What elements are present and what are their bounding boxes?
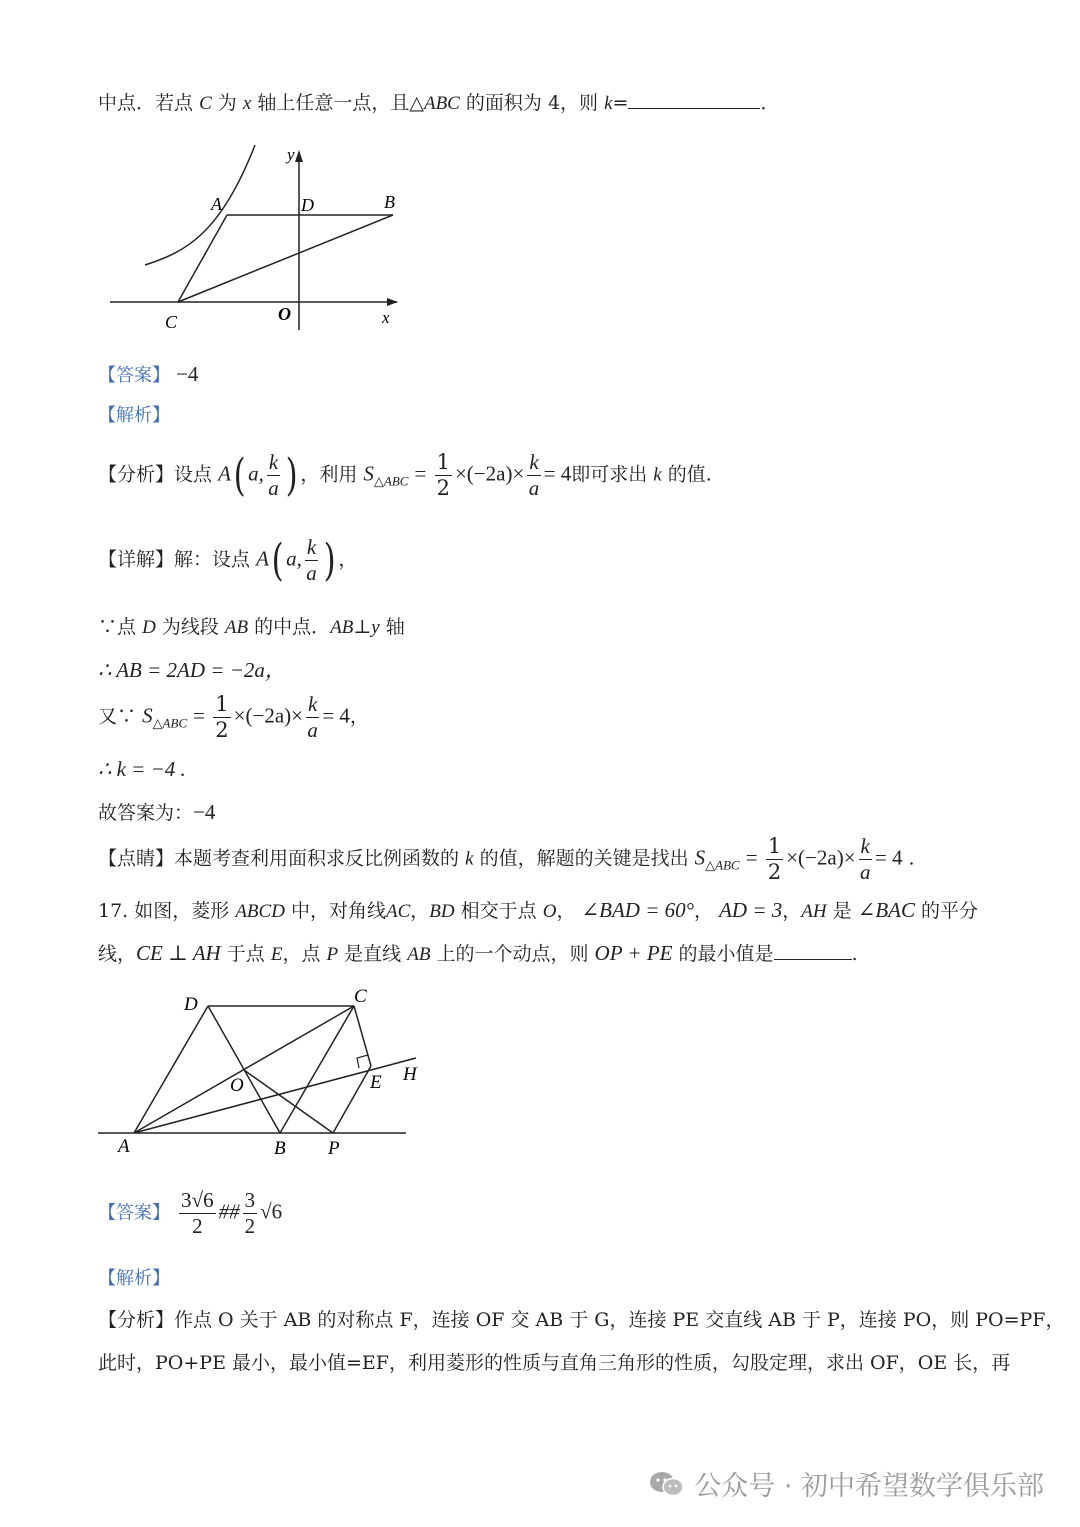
segment-cb <box>178 215 393 302</box>
y-axis-arrow <box>295 150 303 162</box>
label-p: P <box>328 1138 340 1159</box>
segment-pe <box>333 1066 371 1133</box>
q17-analysis-line2: 此时，PO+PE 最小，最小值=EF，利用菱形的性质与直角三角形的性质，勾股定理，求出 OF，OE 长，再 <box>98 1352 1011 1374</box>
label-d: D <box>301 195 314 215</box>
q17-figure <box>96 982 426 1162</box>
label-a: A <box>118 1136 130 1157</box>
q17-jiexi: 【解析】 <box>98 1268 170 1289</box>
q16-answer: 【答案】 −4 <box>98 362 199 386</box>
q17-answer: 【答案】 $\frac{3√6}{2}$ ## $\frac{3}{2}$ √6 <box>98 1188 283 1238</box>
label-b: B <box>274 1138 286 1159</box>
diagonal-bd <box>208 1006 280 1133</box>
label-c: C <box>165 312 178 332</box>
answer-blank <box>628 108 760 109</box>
q17-stem-line1: 17. 如图，菱形 ABCD 中，对角线AC，BD 相交于点 O， ∠BAD = 60°， AD = 3，AH 是 ∠BAC 的平分 <box>98 898 979 922</box>
segment-ac <box>178 215 227 302</box>
label-b: B <box>384 192 395 212</box>
segment-op <box>244 1070 333 1133</box>
watermark: 公众号 · 初中希望数学俱乐部 <box>648 1464 1044 1503</box>
x-axis-arrow <box>387 298 398 306</box>
q16-step4: ∴ k = −4 . <box>98 757 186 781</box>
q16-detail: 【详解】解：设点 A( a, $\frac{k}{a}$ ) ， <box>98 534 358 586</box>
wechat-icon <box>648 1470 686 1498</box>
q16-step2: ∴ AB = 2AD = −2a， <box>98 658 286 682</box>
q17-stem-line2: 线，CE ⊥ AH 于点 E，点 P 是直线 AB 上的一个动点，则 OP + PE 的最小值是 . <box>98 941 858 965</box>
q16-step1: ∵点 D 为线段 AB 的中点．AB⊥y 轴 <box>98 616 405 638</box>
q17-analysis-line1: 【分析】作点 O 关于 AB 的对称点 F，连接 OF 交 AB 于 G，连接 PE 交直线 AB 于 P，连接 PO，则 PO=PF， <box>98 1309 1065 1331</box>
q16-step3: 又∵ $S_{\triangle ABC}$ = $\frac{1}{2}$ ×(−2a)× $\frac{k}{a}$ = 4， <box>98 692 369 742</box>
q16-stem: 中点．若点 C 为 x 轴上任意一点，且△ABC 的面积为 4，则 k= ． <box>98 92 780 114</box>
ray-ah <box>134 1058 416 1133</box>
label-a: A <box>211 194 222 214</box>
label-y: y <box>287 145 295 164</box>
label-h: H <box>403 1064 417 1085</box>
label-d: D <box>184 994 198 1015</box>
label-e: E <box>370 1072 382 1093</box>
label-x: x <box>382 308 390 327</box>
hyperbola-curve <box>145 145 255 265</box>
q16-figure <box>105 140 405 335</box>
q16-final: 故答案为：−4 <box>98 800 216 824</box>
label-o: O <box>278 304 291 324</box>
label-c: C <box>354 986 367 1007</box>
segment-cb <box>280 1006 354 1133</box>
q16-analysis: 【分析】设点 A( a, $\frac{k}{a}$ ) ，利用 $S_{\triangle ABC}$ = $\frac{1}{2}$ ×(−2a)× $\frac{k}{a}$ = 4即可求出 k 的值. <box>98 449 712 501</box>
q16-jiexi: 【解析】 <box>98 405 170 426</box>
segment-ad <box>134 1006 208 1133</box>
q16-comment: 【点睛】本题考查利用面积求反比例函数的 k 的值，解题的关键是找出 $S_{\triangle ABC}$ = $\frac{1}{2}$ ×(−2a)× $\frac{k}{a}$ = 4 . <box>98 834 915 884</box>
label-o: O <box>230 1075 244 1096</box>
right-angle-mark <box>357 1055 368 1068</box>
answer-blank-q17 <box>774 959 852 960</box>
